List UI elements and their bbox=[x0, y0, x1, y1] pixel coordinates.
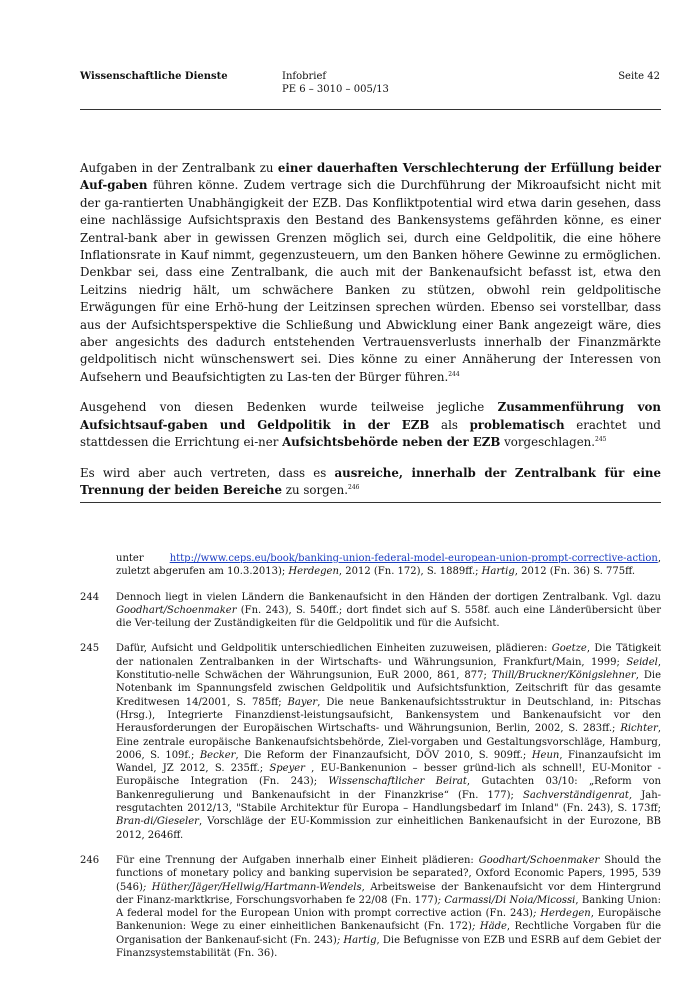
author-name: Becker bbox=[199, 749, 236, 761]
text-run: , Europäische Bankenunion: Wege zu einer einheitlichen Bankenaufsicht (Fn. 172) bbox=[116, 908, 661, 933]
paragraph-2 bbox=[80, 399, 661, 451]
text-run: führen könne. Zudem vertrage sich die Durchführung der Mikroaufsicht nicht mit der ga-rantierten Unabhängigkeit der EZB. Das Konfliktpotential wird etwa darin gesehen, dass eine nachlässige Aufsichtspraxis den Bestand des Bankensystems gefährden könne, es einer Zentral-bank aber in gewissen Grenzen möglich sei, durch eine Geldpolitik, die eine höhere Inflationsrate in Kauf nimmt, gegenzusteuern, um den Banken höhere Gewinne zu ermöglichen. Denkbar sei, dass eine Zentralbank, die auch mit der Bankenaufsicht befasst ist, etwa den Leitzins niedrig hält, um schwächere Banken zu stützen, obwohl rein geldpolitische Erwägungen für eine Erhö-hung der Leitzinsen sprechen würden. Ebenso sei vorstellbar, dass aus der Aufsichtsperspektive die Schließung und Abwicklung einer Bank angezeigt wäre, dies aber angesichts des dadurch entstehenden Vertrauensverlusts innerhalb der Finanzmärkte geldpolitisch nicht wünschenswert sei. Dies könne zu einer Annäherung der Interessen von Aufsehern und Beaufsichtigten zu Las-ten der Bürger führen. bbox=[80, 178, 661, 384]
text-run: Für eine Trennung der Aufgaben innerhalb einer Einheit plädieren: bbox=[116, 854, 479, 866]
text-run: vorgeschlagen. bbox=[500, 435, 596, 450]
header-divider bbox=[80, 109, 661, 110]
text-run: Ausgehend von diesen Bedenken wurde teilweise jegliche bbox=[80, 400, 498, 415]
author-name: Goodhart/Schoenmaker bbox=[478, 854, 600, 866]
ceps-link[interactable]: http://www.ceps.eu/book/banking-union-federal-model-european-union-prompt-corrective-action bbox=[169, 553, 658, 564]
text-run: , 2012 (Fn. 36) S. 775ff. bbox=[514, 566, 636, 578]
bold-run: ausreiche, innerhalb der Zentralbank für eine Trennung der beiden Bereiche bbox=[80, 465, 662, 497]
author-name: ; Herdegen bbox=[532, 908, 591, 920]
text-run: , Vorschläge der EU-Kommission zur einheitlichen Bankenaufsicht in der Eurozone, BB 2012, 2646ff. bbox=[116, 816, 661, 841]
footnote-ref-245[interactable]: 245 bbox=[595, 436, 607, 444]
footnote-246 bbox=[80, 854, 661, 960]
text-run: , Die Reform der Finanzaufsicht, DÖV 2010, S. 909ff.; bbox=[235, 749, 532, 761]
text-run: , Banking Union: A federal model for the European Union with prompt corrective action (Fn. 243) bbox=[116, 894, 661, 920]
text-run: erachtet und stattdessen die Errichtung ei-ner bbox=[80, 417, 661, 450]
author-name: ; Häde bbox=[471, 921, 507, 933]
author-name: Hartig bbox=[481, 566, 515, 578]
text-run: , 2012 (Fn. 172), S. 1889ff.; bbox=[338, 566, 482, 578]
author-name: ; Hartig bbox=[336, 934, 377, 946]
author-name: Bran-di/Gieseler bbox=[116, 816, 199, 828]
text-run: zu sorgen. bbox=[282, 482, 348, 497]
text-run: , Die neue Bankenaufsichtsstruktur in Deutschland, in: Pitschas (Hrsg.), Integrierte Finanzdienst-leistungsaufsicht, Bankensystem und Bankenaufsicht vor den Herausforderungen der Europäischen Wirtschafts- und Währungsunion, Berlin, 2002, S. 283ff.; bbox=[116, 696, 661, 735]
text-run: als bbox=[429, 417, 470, 432]
page-header bbox=[80, 70, 660, 108]
text-run: , Die Befugnisse von EZB und ESRB auf dem Gebiet der Finanzsystemstabilität (Fn. 36). bbox=[116, 934, 661, 960]
text-run: , Die Tätigkeit der nationalen Zentralbanken in der Wirtschafts- und Währungsunion, Frankfurt/Main, 1999; bbox=[116, 643, 662, 668]
author-name: Herdegen bbox=[288, 566, 339, 578]
text-run: Aufgaben in der Zentralbank zu bbox=[80, 161, 278, 175]
footnote-ref-244[interactable]: 244 bbox=[448, 370, 460, 378]
author-name: Speyer bbox=[269, 763, 305, 775]
footnote-ref-246[interactable]: 246 bbox=[348, 483, 360, 491]
text-run: Should the functions of monetary policy and banking supervision be separated?, Oxford Economic Papers, 1995, 539 (546) bbox=[116, 854, 661, 893]
text-run: Dennoch liegt in vielen Ländern die Bankenaufsicht in den Händen der dortigen Zentralbank. Vgl. dazu bbox=[116, 591, 661, 603]
footnote-continuation bbox=[80, 552, 661, 579]
text-run: , Eine zentrale europäische Bankenaufsichtsbehörde, Ziel-vorgaben und Gestaltungsvorschläge, Hamburg, 2006, S. 109f.; bbox=[116, 723, 661, 761]
author-name: Goodhart/Schoenmaker bbox=[116, 604, 237, 616]
author-name: Thill/Bruckner/Königslehner bbox=[491, 670, 636, 682]
author-name: Goetze bbox=[551, 643, 587, 655]
page-number: Seite 42 bbox=[618, 71, 660, 82]
bold-run: einer dauerhaften Verschlechterung der Erfüllung beider Auf-gaben bbox=[80, 161, 661, 193]
text-run: , Rechtliche Vorgaben für die Organisation der Bankenauf-sicht (Fn. 243) bbox=[116, 921, 661, 946]
text-run: , Die Notenbank im Spannungsfeld zwischen Geldpolitik und Aufsichtsfunktion, Zeitschrift für das gesamte Kreditwesen 14/2001, S. 785ff; bbox=[116, 670, 661, 708]
text-run: Jah-resgutachten 2012/13, "Stabile Architektur für Europa – Handlungsbedarf im Inland" (Fn. 243), S. 173ff; bbox=[116, 789, 662, 815]
author-name: ; Carmassi/Di Noia/Micossi bbox=[437, 894, 576, 906]
institution-name: Wissenschaftliche Dienste bbox=[80, 71, 228, 82]
author-name: ; Hüther/Jäger/Hellwig/Hartmann-Wendels bbox=[142, 881, 362, 893]
text-run: , zuletzt abgerufen am 10.3.2013); bbox=[116, 553, 661, 578]
text-run: Dafür, Aufsicht und Geldpolitik unterschiedlichen Einheiten zuzuweisen, plädieren: bbox=[116, 643, 552, 655]
footnotes bbox=[80, 552, 661, 972]
paragraph-1 bbox=[80, 160, 661, 386]
author-name: Richter bbox=[620, 723, 658, 735]
text-run: , Konstitutio-nelle Schwächen der Währungsunion, EuR 2000, 861, 877; bbox=[116, 656, 661, 682]
bold-run: problematisch bbox=[469, 417, 565, 432]
author-name: Heun bbox=[531, 749, 560, 761]
footnote-divider bbox=[80, 502, 661, 503]
footnote-number: 245 bbox=[80, 643, 100, 655]
text-run: , EU-Bankenunion – besser gründ-lich als schnell!, EU-Monitor - Europäische Integration (Fn. 243); bbox=[116, 763, 662, 788]
text-run: (Fn. 243), S. 540ff.; dort findet sich auf S. 558f. auch eine Länderübersicht über die Ver-teilung der Zuständigkeiten für die Geldpolitik und für die Aufsicht. bbox=[116, 604, 661, 630]
author-name: Wissenschaftlicher Beirat bbox=[328, 776, 467, 788]
text-run: , Arbeitsweise der Bankenaufsicht vor dem Hintergrund der Finanz-marktkrise, Forschungsvorhaben fe 22/08 (Fn. 177) bbox=[116, 881, 661, 906]
bold-run: Aufsichtsbehörde neben der EZB bbox=[282, 435, 501, 450]
text-run: Es wird aber auch vertreten, dass es bbox=[80, 465, 335, 480]
text-run: , Gutachten 03/10: „Reform von Bankenregulierung und Bankenaufsicht in der Finanzkrise“ (Fn. 177); bbox=[116, 776, 661, 801]
paragraph-3 bbox=[80, 465, 661, 500]
text-run: , Finanzaufsicht im Wandel, JZ 2012, S. 235ff.; bbox=[116, 749, 661, 775]
footnote-number: 246 bbox=[80, 854, 100, 866]
author-name: Bayer bbox=[287, 696, 318, 708]
text-run: unter bbox=[116, 553, 170, 564]
document-reference: PE 6 – 3010 – 005/13 bbox=[282, 84, 389, 95]
footnote-number: 244 bbox=[80, 591, 100, 603]
bold-run: Zusammenführung von Aufsichtsauf-gaben und Geldpolitik in der EZB bbox=[80, 400, 661, 432]
document-type: Infobrief bbox=[282, 71, 327, 82]
footnote-245 bbox=[80, 642, 661, 841]
author-name: Seidel bbox=[626, 656, 658, 668]
document-info bbox=[282, 70, 389, 96]
body-text bbox=[80, 160, 661, 512]
author-name: Sachverständigenrat, bbox=[523, 789, 633, 801]
footnote-244 bbox=[80, 591, 661, 631]
